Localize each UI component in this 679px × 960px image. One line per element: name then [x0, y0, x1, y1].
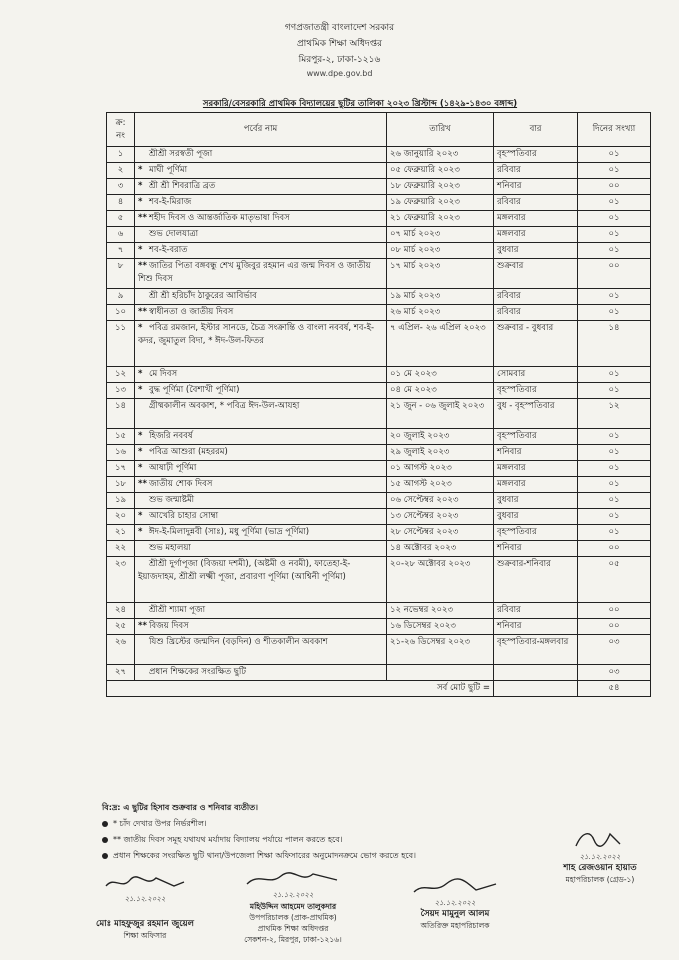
row-date: ২১-২৬ ডিসেম্বর ২০২৩: [387, 635, 494, 665]
row-name: [135, 147, 387, 163]
row-day: শুক্রবার-শনিবার: [494, 557, 578, 603]
row-days: ০১: [578, 477, 651, 493]
row-number: ৮: [107, 259, 135, 289]
row-day: বৃহস্পতিবার: [494, 147, 578, 163]
signature-deputy-director: ২১.১২.২০২২ মহিউদ্দিন আহমেদ তালুকদার উপপরিচালক (প্রাক-প্রাথমিক) প্রাথমিক শিক্ষা অধিদপ্তর সেকশন-২, মিরপুর, ঢাকা-১২১৬।: [218, 870, 368, 945]
row-mark: *: [138, 369, 143, 379]
row-name: [135, 477, 387, 493]
row-number: ২৩: [107, 557, 135, 603]
table-row: [107, 461, 651, 477]
row-days: ০০: [578, 619, 651, 635]
row-date: ০৮ মার্চ ২০২৩: [387, 243, 494, 259]
header-date: তারিখ: [387, 113, 494, 147]
row-date: ৭ এপ্রিল- ২৬ এপ্রিল ২০২৩: [387, 321, 494, 367]
document-header: [0, 20, 679, 80]
total-empty: [494, 681, 578, 697]
row-mark: *: [138, 431, 143, 441]
row-date: ১৬ ডিসেম্বর ২০২৩: [387, 619, 494, 635]
row-day: বৃহস্পতিবার-মঙ্গলবার: [494, 635, 578, 665]
row-date: ২১ জুন - ০৬ জুলাই ২০২৩: [387, 399, 494, 429]
row-day: মঙ্গলবার: [494, 477, 578, 493]
row-day: বুধবার: [494, 509, 578, 525]
row-days: ০১: [578, 195, 651, 211]
row-days: ১৪: [578, 321, 651, 367]
row-mark: *: [138, 165, 143, 175]
row-name: [135, 211, 387, 227]
row-date: ১৩ সেপ্টেম্বর ২০২৩: [387, 509, 494, 525]
notes-heading: বি:দ্র: এ ছুটির হিসাব শুক্রবার ও শনিবার ব্যতীত।: [102, 803, 259, 812]
row-name-text: আখেরি চাহার সোম্বা: [149, 511, 219, 521]
row-name-text: শ্রীশ্রী সরস্বতী পূজা: [149, 149, 213, 159]
row-name-text: শব-ই-বরাত: [149, 245, 188, 255]
row-number: ১১: [107, 321, 135, 367]
row-day: রবিবার: [494, 603, 578, 619]
row-name: [135, 367, 387, 383]
row-date: [387, 665, 494, 681]
table-row: [107, 603, 651, 619]
row-name-text: পবিত্র আশুরা (মহররম): [149, 447, 228, 457]
table-header-row: [107, 113, 651, 147]
table-row: [107, 211, 651, 227]
table-row: [107, 635, 651, 665]
table-row: [107, 179, 651, 195]
row-number: ১৫: [107, 429, 135, 445]
row-mark: *: [138, 447, 143, 457]
table-row: [107, 147, 651, 163]
row-day: রবিবার: [494, 289, 578, 305]
row-days: ০১: [578, 429, 651, 445]
row-name: [135, 259, 387, 289]
row-days: ০১: [578, 445, 651, 461]
row-name-text: মে দিবস: [149, 369, 178, 379]
row-number: ৯: [107, 289, 135, 305]
row-days: ০৩: [578, 665, 651, 681]
row-mark: **: [138, 213, 147, 223]
row-name: [135, 321, 387, 367]
row-day: শুক্রবার: [494, 259, 578, 289]
row-day: [494, 665, 578, 681]
row-name-text: শ্রী শ্রী হরিচাঁদ ঠাকুরের আবির্ভাব: [149, 291, 257, 301]
row-days: ০১: [578, 147, 651, 163]
row-day: মঙ্গলবার: [494, 211, 578, 227]
row-name: [135, 429, 387, 445]
row-name-text: পবিত্র রমজান, ইস্টার সানডে, চৈত্র সংক্রান্তি ও বাংলা নববর্ষ, শব-ই-কদর, জুমাতুল বিদা, * ঈদ-উল-ফিতর: [138, 323, 375, 346]
row-days: ০১: [578, 493, 651, 509]
row-mark: **: [138, 307, 147, 317]
website-line: www.dpe.gov.bd: [306, 69, 373, 78]
row-name-text: বুদ্ধ পূর্ণিমা (বৈশাখী পূর্ণিমা): [149, 385, 240, 395]
row-name: [135, 557, 387, 603]
row-day: রবিবার: [494, 163, 578, 179]
row-name: [135, 243, 387, 259]
row-day: বৃহস্পতিবার: [494, 429, 578, 445]
row-date: ১২ নভেম্বর ২০২৩: [387, 603, 494, 619]
row-number: ১২: [107, 367, 135, 383]
row-mark: *: [138, 463, 143, 473]
row-day: মঙ্গলবার: [494, 227, 578, 243]
row-days: ০১: [578, 163, 651, 179]
row-date: ০৪ মে ২০২৩: [387, 383, 494, 399]
total-label: সর্ব মোট ছুটি =: [107, 681, 494, 697]
row-days: ০০: [578, 179, 651, 195]
row-name-text: শুভ মহালয়া: [149, 543, 191, 553]
row-name: [135, 195, 387, 211]
total-value: ৫৪: [578, 681, 651, 697]
row-name: [135, 525, 387, 541]
row-days: ০৩: [578, 635, 651, 665]
row-name-text: শুভ দোলযাত্রা: [149, 229, 199, 239]
row-days: ০০: [578, 259, 651, 289]
header-day: বার: [494, 113, 578, 147]
row-day: মঙ্গলবার: [494, 461, 578, 477]
table-row: [107, 445, 651, 461]
row-name: [135, 541, 387, 557]
row-day: শনিবার: [494, 445, 578, 461]
row-date: ১৫ আগস্ট ২০২৩: [387, 477, 494, 493]
row-number: ২৬: [107, 635, 135, 665]
row-days: ০১: [578, 211, 651, 227]
table-row: [107, 289, 651, 305]
row-date: ০৬ সেপ্টেম্বর ২০২৩: [387, 493, 494, 509]
row-number: ২৫: [107, 619, 135, 635]
bullet-icon: [102, 837, 108, 843]
row-number: ২১: [107, 525, 135, 541]
row-days: ১২: [578, 399, 651, 429]
signature-scribble-icon: [410, 876, 500, 898]
row-name: [135, 635, 387, 665]
row-day: শনিবার: [494, 179, 578, 195]
row-days: ০১: [578, 461, 651, 477]
signature-scribble-icon: [570, 826, 630, 852]
row-number: ১০: [107, 305, 135, 321]
row-date: ২৮ সেপ্টেম্বর ২০২৩: [387, 525, 494, 541]
row-mark: *: [138, 197, 143, 207]
row-date: ১৯ মার্চ ২০২৩: [387, 289, 494, 305]
row-days: ০১: [578, 525, 651, 541]
row-name-text: প্রধান শিক্ষকের সংরক্ষিত ছুটি: [149, 667, 246, 677]
row-day: শুক্রবার - বুধবার: [494, 321, 578, 367]
table-row: [107, 305, 651, 321]
row-name: [135, 665, 387, 681]
row-days: ০৫: [578, 557, 651, 603]
row-number: ১: [107, 147, 135, 163]
row-date: ১৮ ফেব্রুয়ারি ২০২৩: [387, 179, 494, 195]
row-name: [135, 163, 387, 179]
row-date: ২১ ফেব্রুয়ারি ২০২৩: [387, 211, 494, 227]
table-row: [107, 429, 651, 445]
row-name-text: জাতির পিতা বঙ্গবন্ধু শেখ মুজিবুর রহমান এর জন্ম দিবস ও জাতীয় শিশু দিবস: [138, 261, 371, 284]
row-name: [135, 493, 387, 509]
header-no: ক্র: নং: [107, 113, 135, 147]
row-number: ৫: [107, 211, 135, 227]
row-days: ০০: [578, 603, 651, 619]
row-number: ১৯: [107, 493, 135, 509]
row-name: [135, 399, 387, 429]
row-name: [135, 179, 387, 195]
row-number: ৬: [107, 227, 135, 243]
row-date: ২৬ জানুয়ারি ২০২৩: [387, 147, 494, 163]
row-name-text: শ্রীশ্রী শ্যামা পূজা: [149, 605, 206, 615]
row-name: [135, 227, 387, 243]
row-days: ০১: [578, 289, 651, 305]
signature-director-general: ২১.১২.২০২২ শাহ রেজওয়ান হায়াত মহাপরিচালক (গ্রেড-১): [530, 826, 670, 885]
row-date: ১৭ মার্চ ২০২৩: [387, 259, 494, 289]
row-number: ২০: [107, 509, 135, 525]
signature-scribble-icon: [100, 872, 190, 894]
table-row: [107, 557, 651, 603]
row-date: ০৫ ফেব্রুয়ারি ২০২৩: [387, 163, 494, 179]
row-name-text: শব-ই-মিরাজ: [149, 197, 192, 207]
table-row: [107, 665, 651, 681]
row-name: [135, 509, 387, 525]
row-date: ২৯ জুলাই ২০২৩: [387, 445, 494, 461]
row-name-text: শুভ জন্মাষ্টমী: [149, 495, 195, 505]
row-day: শনিবার: [494, 541, 578, 557]
table-row: [107, 477, 651, 493]
row-name: [135, 619, 387, 635]
row-name-text: মাঘী পূর্ণিমা: [149, 165, 188, 175]
row-name-text: যিশু খ্রিস্টের জন্মদিন (বড়দিন) ও শীতকালীন অবকাশ: [149, 637, 328, 647]
row-number: ১৩: [107, 383, 135, 399]
row-mark: *: [138, 511, 143, 521]
row-mark: *: [138, 323, 143, 333]
row-days: ০১: [578, 305, 651, 321]
row-name: [135, 603, 387, 619]
row-name-text: স্বাধীনতা ও জাতীয় দিবস: [149, 307, 234, 317]
row-mark: *: [138, 527, 143, 537]
row-name: [135, 383, 387, 399]
header-days: দিনের সংখ্যা: [578, 113, 651, 147]
row-number: ১৭: [107, 461, 135, 477]
address-line: মিরপুর-২, ঢাকা-১২১৬: [298, 55, 381, 65]
row-number: ৭: [107, 243, 135, 259]
row-name-text: বিজয় দিবস: [149, 621, 189, 631]
table-row: [107, 259, 651, 289]
bullet-icon: [102, 821, 108, 827]
row-date: ০৭ মার্চ ২০২৩: [387, 227, 494, 243]
row-number: ২৪: [107, 603, 135, 619]
row-days: ০০: [578, 541, 651, 557]
table-row: [107, 525, 651, 541]
row-days: ০১: [578, 243, 651, 259]
table-row: [107, 227, 651, 243]
row-number: ১৮: [107, 477, 135, 493]
row-number: ১৬: [107, 445, 135, 461]
row-date: ২০ জুলাই ২০২৩: [387, 429, 494, 445]
row-name-text: শ্রীশ্রী দুর্গাপূজা (বিজয়া দশমী), (অষ্টমী ও নবমী), ফাতেহা-ই-ইয়াজদাহম, শ্রীশ্রী লক্ষ্মী পূজা, প্রবারণা পূর্ণিমা (আশ্বিনী পূর্ণিমা): [138, 559, 351, 582]
row-name: [135, 305, 387, 321]
signature-education-officer: ২১.১২.২০২২ মোঃ মাহফুজুর রহমান জুয়েল শিক্ষা অফিসার: [80, 872, 210, 941]
table-row: [107, 493, 651, 509]
row-day: বুধবার: [494, 493, 578, 509]
table-row: [107, 383, 651, 399]
row-day: বুধবার: [494, 243, 578, 259]
table-row: [107, 619, 651, 635]
document-title: সরকারি/বেসরকারি প্রাথমিক বিদ্যালয়ের ছুটির তালিকা ২০২৩ খ্রিস্টাব্দ (১৪২৯-১৪৩০ বঙ্গাব্দ): [202, 99, 518, 109]
bullet-icon: [102, 853, 108, 859]
table-body: [107, 147, 651, 681]
row-number: ১৪: [107, 399, 135, 429]
govt-line: গণপ্রজাতন্ত্রী বাংলাদেশ সরকার: [284, 23, 395, 33]
header-name: পর্বের নাম: [135, 113, 387, 147]
row-day: বৃহস্পতিবার: [494, 525, 578, 541]
row-day: সোমবার: [494, 367, 578, 383]
table-row: [107, 163, 651, 179]
table-row: [107, 509, 651, 525]
row-day: রবিবার: [494, 305, 578, 321]
row-name-text: জাতীয় শোক দিবস: [149, 479, 213, 489]
row-mark: *: [138, 385, 143, 395]
row-date: ০১ আগস্ট ২০২৩: [387, 461, 494, 477]
row-days: ০১: [578, 227, 651, 243]
table-row: [107, 243, 651, 259]
row-days: ০১: [578, 367, 651, 383]
row-days: ০১: [578, 383, 651, 399]
row-date: ১৯ ফেব্রুয়ারি ২০২৩: [387, 195, 494, 211]
note-item: ** জাতীয় দিবস সমূহ যথাযথ মর্যাদায় বিদ্যালয় পর্যায়ে পালন করতে হবে।: [102, 832, 642, 848]
total-row: [107, 681, 651, 697]
signature-additional-dg: ২১.১২.২০২২ সৈয়দ মামুনুল আলম অতিরিক্ত মহাপরিচালক: [380, 876, 530, 931]
office-line: প্রাথমিক শিক্ষা অধিদপ্তর: [296, 39, 383, 49]
table-row: [107, 367, 651, 383]
row-name-text: ঈদ-ই-মিলাদুন্নবী (সাঃ), মধু পূর্ণিমা (ভাদ্র পূর্ণিমা): [149, 527, 310, 537]
table-row: [107, 399, 651, 429]
note-item: প্রধান শিক্ষকের সংরক্ষিত ছুটি থানা/উপজেলা শিক্ষা অফিসারের অনুমোদনক্রমে ভোগ করতে হবে।: [102, 848, 642, 864]
table-row: [107, 195, 651, 211]
row-number: ২২: [107, 541, 135, 557]
table-row: [107, 321, 651, 367]
row-date: ২৬ মার্চ ২০২৩: [387, 305, 494, 321]
row-name: [135, 445, 387, 461]
row-name-text: গ্রীষ্মকালীন অবকাশ, * পবিত্র ঈদ-উল-আযহা: [149, 401, 300, 411]
row-name-text: শ্রী শ্রী শিবরাত্রি ব্রত: [149, 181, 216, 191]
signature-scribble-icon: [243, 870, 343, 890]
table-row: [107, 541, 651, 557]
row-date: ২০-২৮ অক্টোবর ২০২৩: [387, 557, 494, 603]
row-day: বুধ - বৃহস্পতিবার: [494, 399, 578, 429]
row-date: ১৪ অক্টোবর ২০২৩: [387, 541, 494, 557]
row-mark: **: [138, 261, 147, 271]
row-day: বৃহস্পতিবার: [494, 383, 578, 399]
row-mark: **: [138, 621, 147, 631]
row-mark: *: [138, 245, 143, 255]
row-name-text: শহীদ দিবস ও আন্তর্জাতিক মাতৃভাষা দিবস: [149, 213, 290, 223]
row-number: ২: [107, 163, 135, 179]
row-name: [135, 289, 387, 305]
row-number: ৩: [107, 179, 135, 195]
row-day: শনিবার: [494, 619, 578, 635]
row-mark: *: [138, 181, 143, 191]
row-number: ৪: [107, 195, 135, 211]
row-name-text: আষাঢ়ী পূর্ণিমা: [149, 463, 197, 473]
row-day: রবিবার: [494, 195, 578, 211]
holiday-table: [106, 112, 651, 697]
note-item: * চাঁদ দেখার উপর নির্ভরশীল।: [102, 816, 642, 832]
row-mark: **: [138, 479, 147, 489]
row-date: ০১ মে ২০২৩: [387, 367, 494, 383]
row-days: ০১: [578, 509, 651, 525]
row-name-text: হিজরি নববর্ষ: [149, 431, 193, 441]
row-name: [135, 461, 387, 477]
row-number: ২৭: [107, 665, 135, 681]
